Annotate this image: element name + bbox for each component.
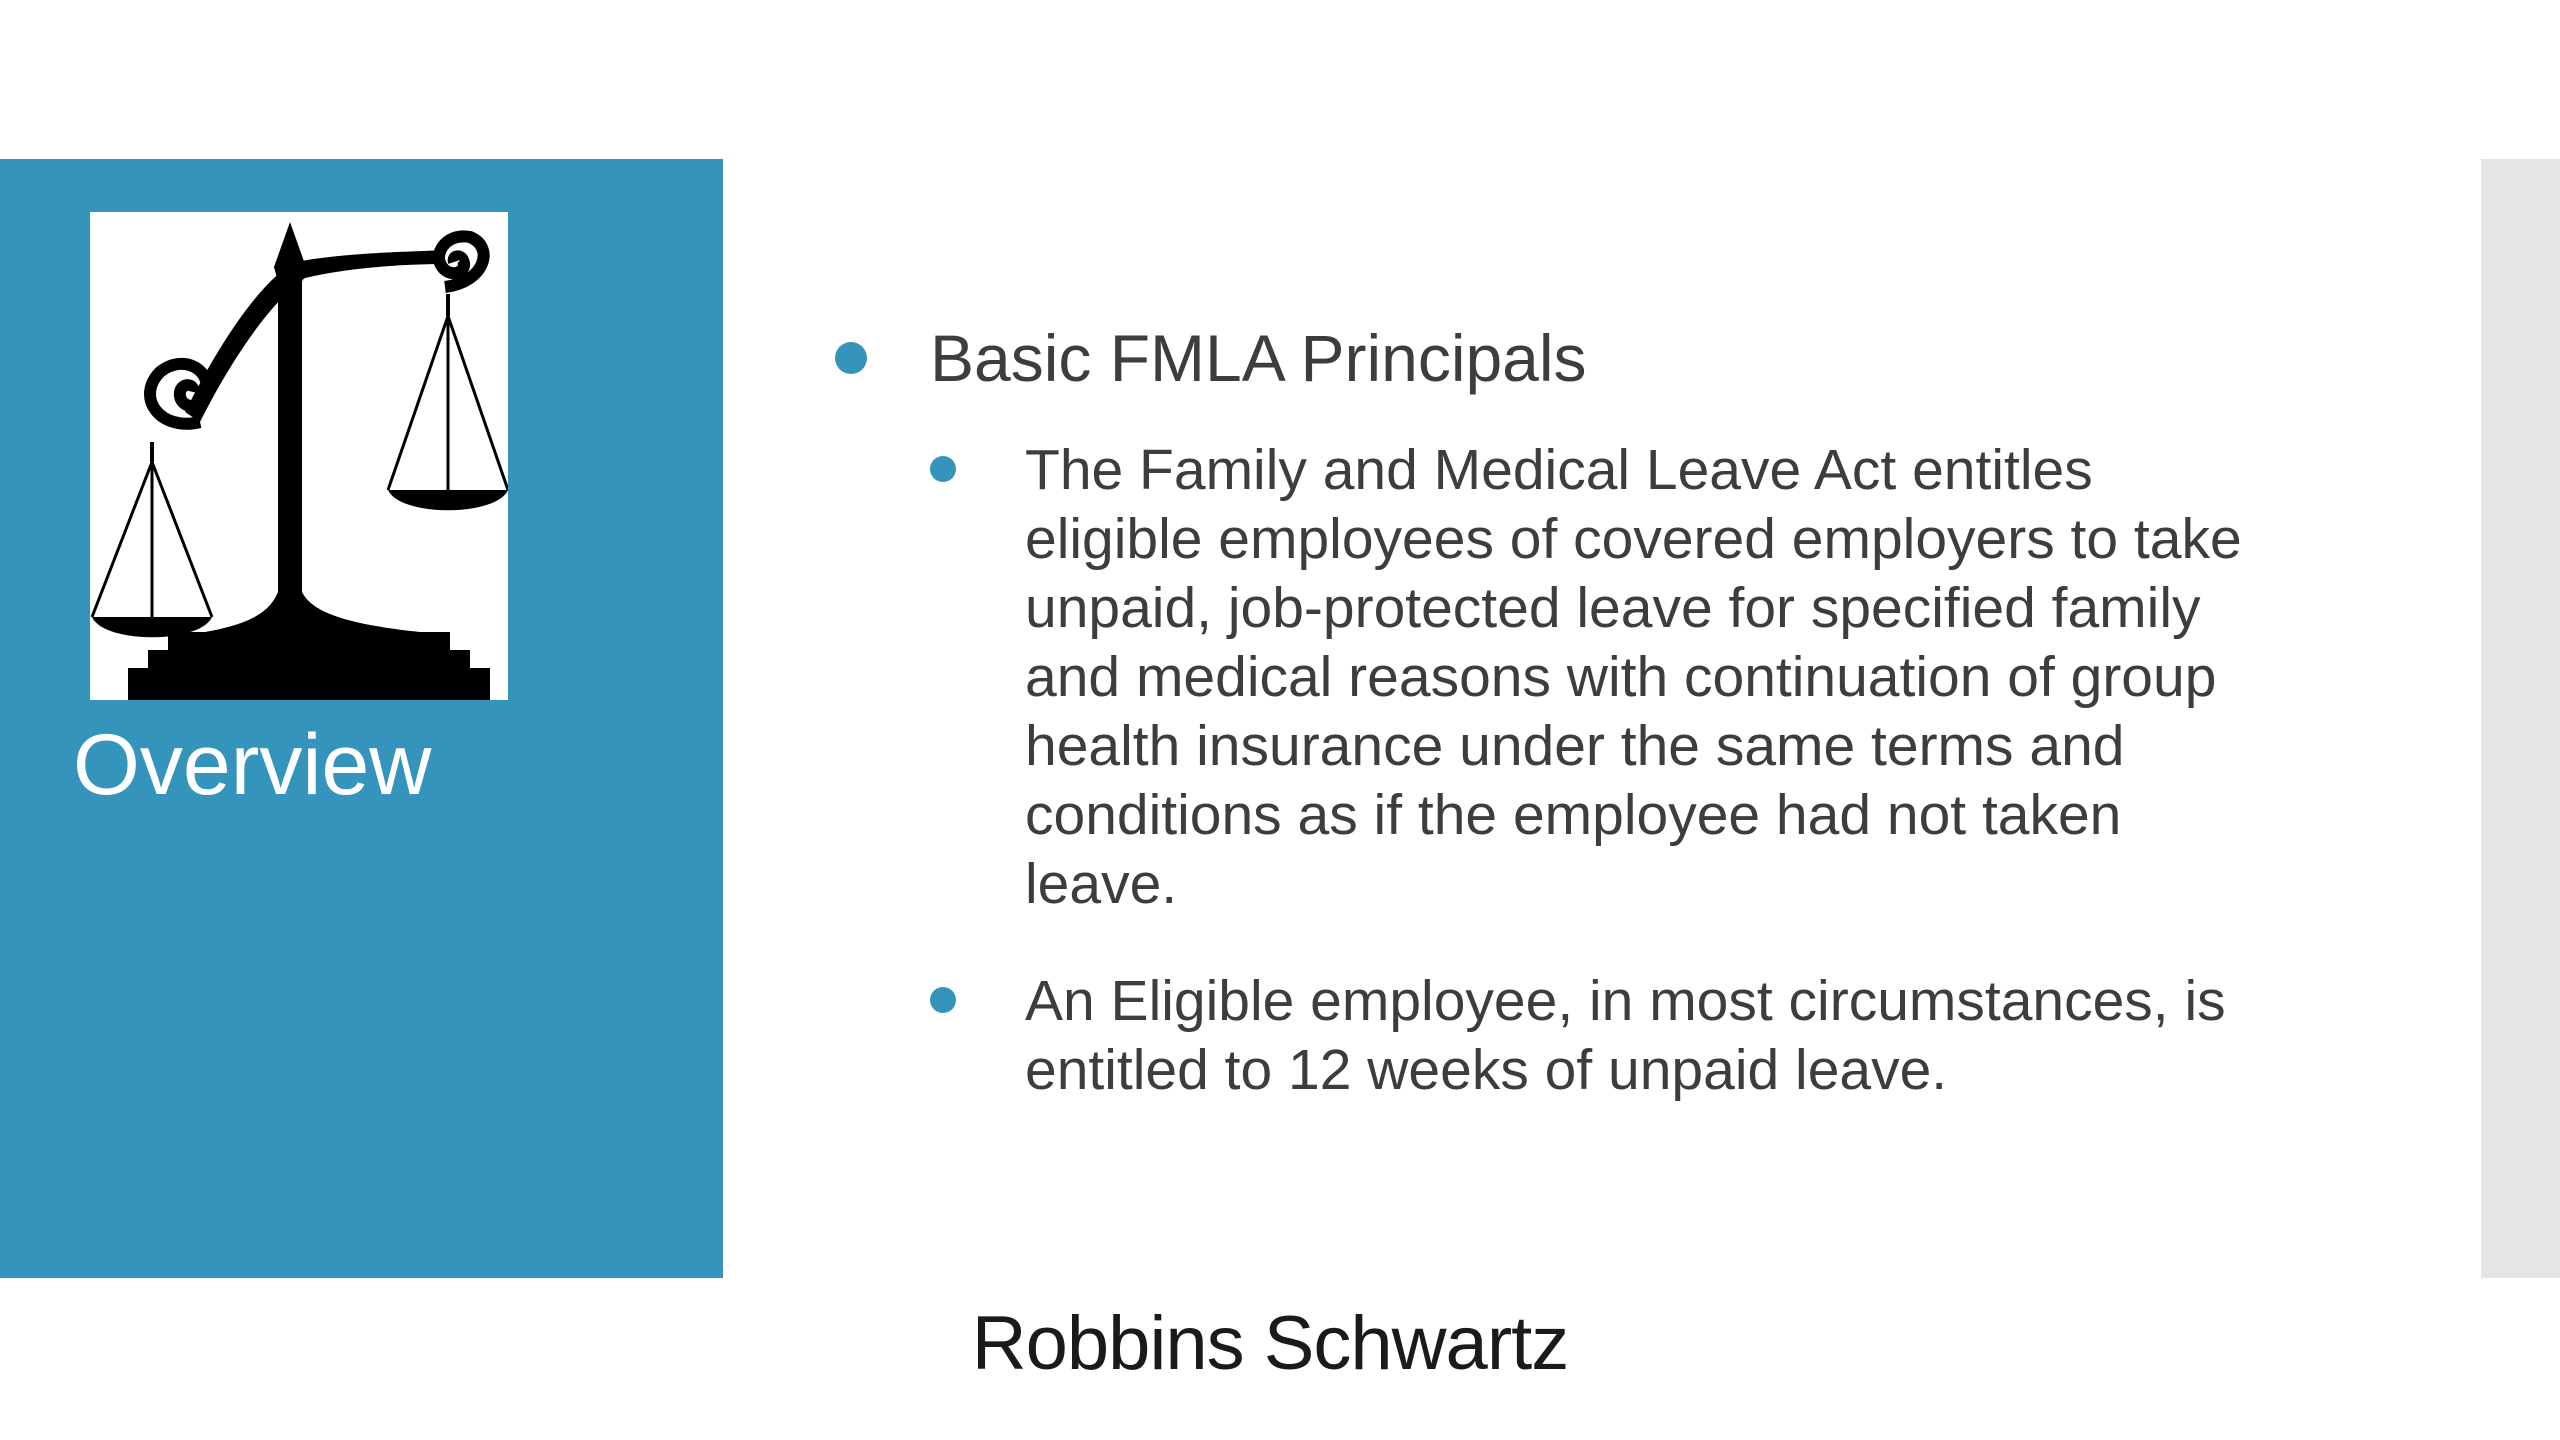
scales-of-justice-icon xyxy=(90,212,508,700)
bullet-dot-icon xyxy=(930,987,956,1013)
slide-title: Overview xyxy=(73,717,432,813)
bullet-dot-icon xyxy=(930,456,956,482)
bullet-level2 xyxy=(930,967,2265,1105)
bullet-level1 xyxy=(835,318,2335,398)
bullet-list xyxy=(835,318,2335,1105)
footer-logo xyxy=(0,1300,2560,1387)
bullet-text: The Family and Medical Leave Act entitles eligible employees of covered employers to take unpaid, job-protected leave for specified family and medical reasons with continuation of group health insurance under the same terms and conditions as if the employee had not taken leave. xyxy=(1025,438,2242,916)
bullet-dot-icon xyxy=(835,342,867,374)
side-strip xyxy=(2481,159,2560,1278)
logo-text: Robbins Schwartz xyxy=(971,1301,1569,1386)
bullet-text: Basic FMLA Principals xyxy=(930,321,1587,395)
bullet-text: An Eligible employee, in most circumstances, is entitled to 12 weeks of unpaid leave. xyxy=(1025,969,2226,1102)
scales-of-justice-image xyxy=(90,212,508,700)
bullet-level2 xyxy=(930,436,2265,919)
